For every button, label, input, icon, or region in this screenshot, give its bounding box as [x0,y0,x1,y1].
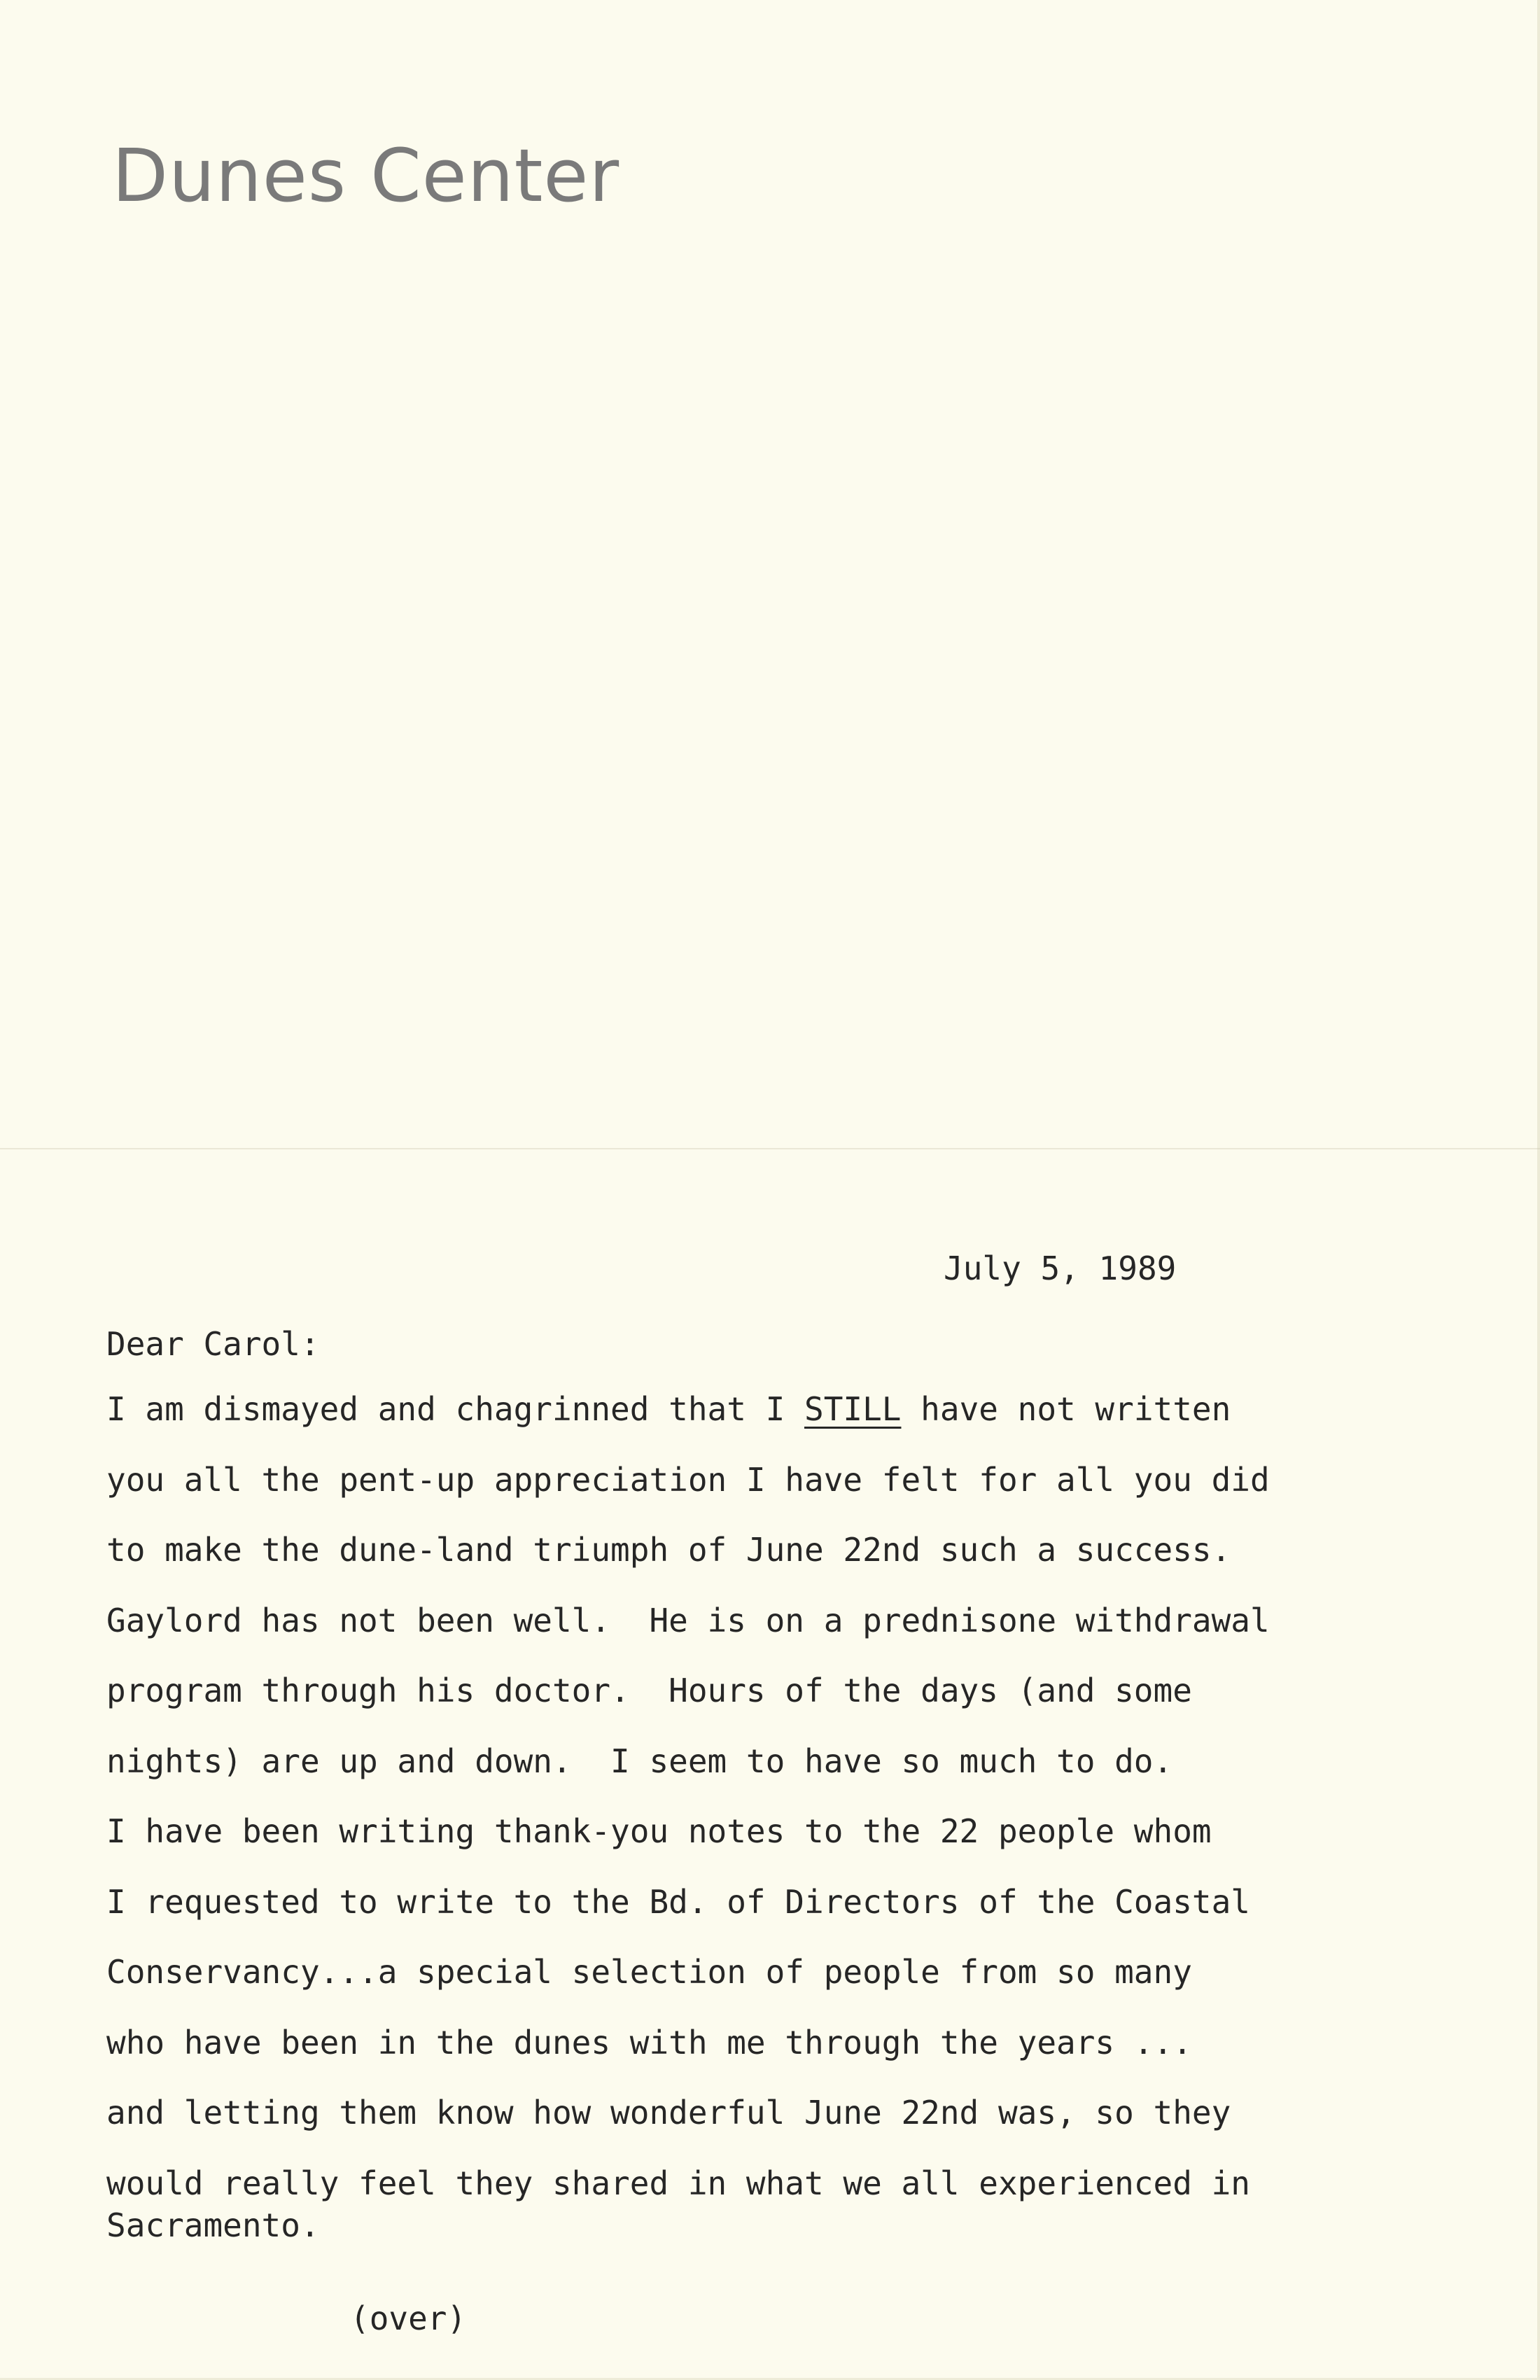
underlined-emphasis: STILL [804,1390,902,1428]
body-line: you all the pent-up appreciation I have felt for all you did [106,1460,1270,1499]
body-line: program through his doctor. Hours of the days (and some [106,1672,1192,1709]
body-line: Sacramento. [106,2206,320,2244]
body-line: I requested to write to the Bd. of Directors of the Coastal [106,1882,1250,1921]
body-line: to make the dune-land triumph of June 22nd such a success. [106,1531,1231,1569]
body-line: and letting them know how wonderful June 22nd was, so they [106,2094,1231,2132]
body-line: who have been in the dunes with me through the years ... [106,2023,1192,2062]
letterhead-title: Dunes Center [112,133,620,218]
letter-date: July 5, 1989 [944,1250,1177,1287]
body-line: Conservancy...a special selection of people from so many [106,1953,1192,1991]
continuation-note: (over) [350,2300,467,2337]
body-line-1-end: have not written [901,1390,1231,1428]
salutation: Dear Carol: [106,1325,320,1363]
body-line-1-start: I am dismayed and chagrinned that I [106,1390,804,1428]
body-line: nights) are up and down. I seem to have so much to do. [106,1742,1173,1780]
letter-body [106,1390,1436,2251]
body-line: I have been writing thank-you notes to the 22 people whom [106,1812,1212,1850]
fold-line [0,1148,1540,1149]
body-line-1 [106,1390,1436,1464]
body-line: would really feel they shared in what we all experienced in [106,2164,1250,2202]
body-line: Gaylord has not been well. He is on a prednisone withdrawal [106,1601,1270,1639]
